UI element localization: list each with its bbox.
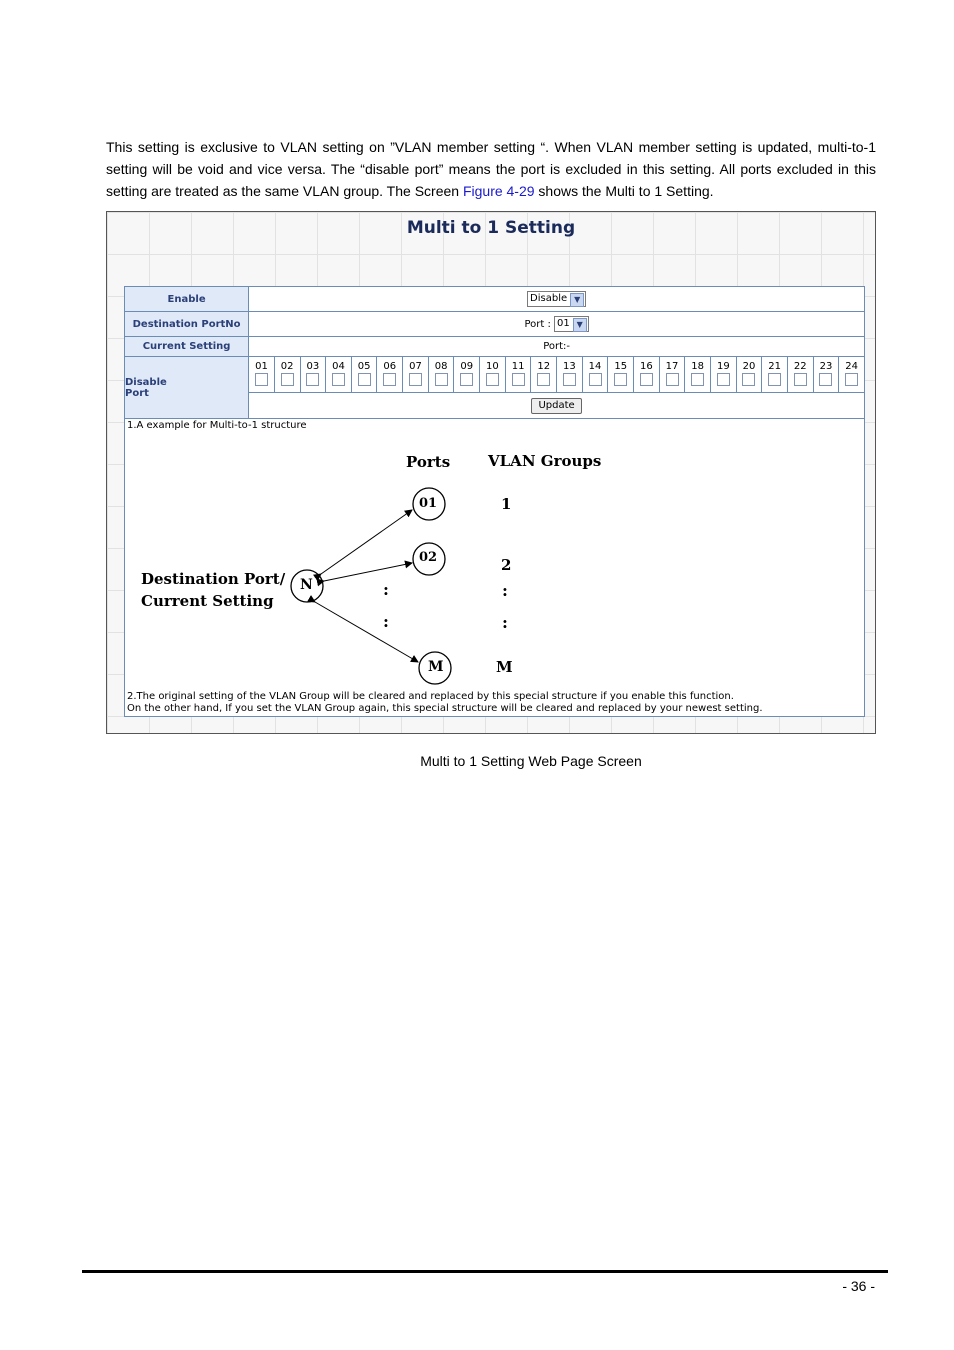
port-checkbox[interactable] — [332, 373, 345, 386]
port-checkbox[interactable] — [845, 373, 858, 386]
port-cell — [787, 357, 813, 393]
port-number: 06 — [383, 360, 397, 372]
node-m-label: M — [428, 659, 444, 675]
node-01-label: 01 — [419, 496, 438, 511]
destination-select[interactable] — [554, 316, 589, 332]
group-m: M — [496, 658, 513, 676]
page-number: - 36 - — [842, 1278, 875, 1294]
diagram-cell — [125, 419, 865, 717]
port-number: 17 — [665, 360, 679, 372]
port-number: 01 — [255, 360, 268, 372]
settings-table — [124, 286, 865, 717]
arrow-n-m — [315, 602, 418, 662]
port-cell — [813, 357, 839, 393]
port-checkbox[interactable] — [255, 373, 268, 386]
port-cell — [454, 357, 480, 393]
intro-paragraph — [106, 136, 876, 202]
port-cell — [249, 357, 275, 393]
port-checkbox[interactable] — [537, 373, 550, 386]
port-number: 24 — [845, 360, 858, 372]
port-cell — [480, 357, 506, 393]
port-number: 02 — [280, 360, 294, 372]
screen-title: Multi to 1 Setting — [406, 218, 576, 238]
arrow-n-02 — [324, 563, 412, 581]
port-checkbox[interactable] — [589, 373, 602, 386]
port-cell — [839, 357, 865, 393]
note-2-line2: On the other hand, If you set the VLAN Group again, this special structure will be cleared and replaced by your newest setting. — [127, 703, 763, 714]
destination-select-value: 01 — [557, 318, 570, 329]
chevron-down-icon: ▼ — [570, 293, 584, 307]
port-dots-1: : — [383, 580, 389, 599]
port-number: 07 — [409, 360, 422, 372]
node-n-label: N — [300, 577, 313, 593]
port-checkbox[interactable] — [358, 373, 371, 386]
port-number: 15 — [614, 360, 628, 372]
port-number: 22 — [793, 360, 807, 372]
figure-link[interactable]: Figure 4-29 — [462, 183, 535, 199]
port-number: 05 — [357, 360, 371, 372]
port-checkbox[interactable] — [614, 373, 627, 386]
port-cell — [377, 357, 403, 393]
enable-cell — [249, 287, 865, 312]
port-number: 20 — [742, 360, 756, 372]
port-cell — [351, 357, 377, 393]
port-checkbox[interactable] — [640, 373, 653, 386]
destination-label: Destination PortNo — [125, 312, 249, 337]
port-checkbox[interactable] — [486, 373, 499, 386]
port-number: 03 — [306, 360, 320, 372]
port-checkbox[interactable] — [409, 373, 422, 386]
current-setting-label: Current Setting — [125, 337, 249, 357]
port-cell — [634, 357, 660, 393]
enable-select-value: Disable — [530, 293, 568, 304]
destination-cell — [249, 312, 865, 337]
port-number: 10 — [486, 360, 499, 372]
port-checkbox[interactable] — [794, 373, 807, 386]
port-checkbox[interactable] — [742, 373, 755, 386]
figure-caption: Multi to 1 Setting Web Page Screen — [420, 753, 642, 769]
port-checkbox[interactable] — [383, 373, 396, 386]
port-checkbox[interactable] — [691, 373, 704, 386]
node-02-label: 02 — [419, 550, 438, 565]
port-cell — [659, 357, 685, 393]
port-checkbox[interactable] — [563, 373, 576, 386]
current-setting-value: Port:- — [249, 337, 865, 357]
port-number: 14 — [588, 360, 602, 372]
port-cell — [685, 357, 711, 393]
note-2-line1: 2.The original setting of the VLAN Group will be cleared and replaced by this special structure if you enable this function. — [127, 691, 734, 702]
group-dots-1: : — [502, 581, 508, 600]
enable-label: Enable — [125, 287, 249, 312]
port-number: 23 — [819, 360, 833, 372]
intro-text-1: This setting is exclusive to VLAN setting on ”VLAN member setting “. When VLAN member setting is updated, multi-to-1 setting will be void and vice versa. The “disable port” means the port is excluded in this setting. All ports excluded in this setting are treated as the same VLAN group. The Screen — [106, 139, 876, 199]
port-number: 16 — [639, 360, 653, 372]
group-dots-2: : — [502, 613, 508, 632]
footer-divider — [82, 1270, 888, 1273]
port-cell — [505, 357, 531, 393]
port-checkbox[interactable] — [768, 373, 781, 386]
update-button[interactable]: Update — [531, 398, 581, 414]
port-number: 13 — [563, 360, 576, 372]
port-cell — [557, 357, 583, 393]
port-cell — [531, 357, 557, 393]
update-cell — [249, 393, 865, 419]
arrow-n-01 — [321, 510, 412, 574]
port-cell — [762, 357, 788, 393]
port-cell — [403, 357, 429, 393]
port-number: 12 — [537, 360, 551, 372]
destination-text-line1: Destination Port/ — [141, 570, 286, 588]
chevron-down-icon: ▼ — [573, 318, 587, 332]
port-number: 19 — [716, 360, 730, 372]
disable-port-label — [125, 357, 249, 419]
multi-to-1-screenshot — [106, 211, 876, 734]
port-cell — [300, 357, 326, 393]
port-cell — [711, 357, 737, 393]
vlan-groups-header: VLAN Groups — [488, 452, 602, 470]
port-checkbox[interactable] — [435, 373, 448, 386]
port-number: 09 — [460, 360, 474, 372]
port-cell — [736, 357, 762, 393]
group-1: 1 — [501, 495, 512, 513]
port-checkbox[interactable] — [717, 373, 730, 386]
port-cell — [326, 357, 352, 393]
port-cell — [274, 357, 300, 393]
disable-port-label-line1: Disable — [125, 376, 167, 388]
destination-text-line2: Current Setting — [141, 592, 274, 610]
port-number: 04 — [332, 360, 345, 372]
port-checkbox[interactable] — [460, 373, 473, 386]
intro-text-2: shows the Multi to 1 Setting. — [534, 183, 714, 199]
disable-port-label-line2: Port — [125, 387, 149, 399]
port-dots-2: : — [383, 612, 389, 631]
ports-header: Ports — [406, 453, 451, 471]
destination-prefix: Port : — [524, 319, 551, 330]
note-1: 1.A example for Multi-to-1 structure — [127, 420, 307, 431]
group-2: 2 — [501, 556, 512, 574]
port-cell — [428, 357, 454, 393]
enable-select[interactable] — [527, 291, 586, 307]
port-checkbox[interactable] — [306, 373, 319, 386]
port-checkbox[interactable] — [666, 373, 679, 386]
port-cell — [582, 357, 608, 393]
port-number: 08 — [434, 360, 448, 372]
port-checkbox[interactable] — [281, 373, 294, 386]
port-cell — [608, 357, 634, 393]
port-number: 18 — [691, 360, 705, 372]
port-checkbox[interactable] — [819, 373, 832, 386]
port-number: 11 — [511, 360, 525, 372]
port-checkbox[interactable] — [512, 373, 525, 386]
port-number: 21 — [768, 360, 781, 372]
